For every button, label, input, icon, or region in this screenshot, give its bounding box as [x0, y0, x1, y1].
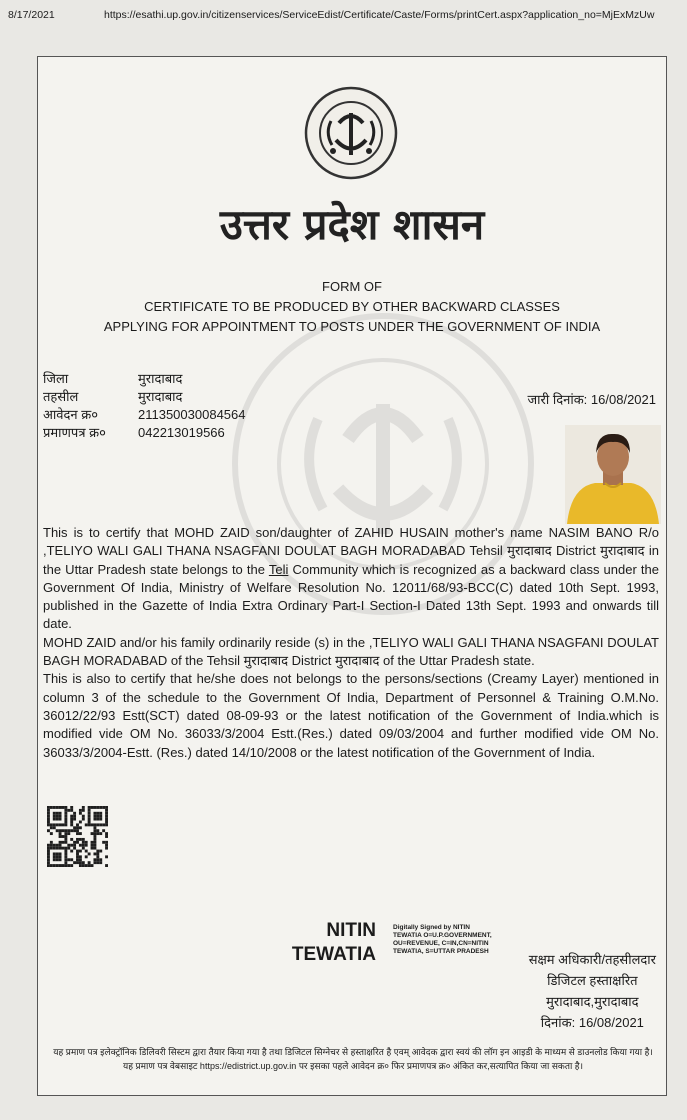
page-url[interactable]: https://esathi.up.gov.in/citizenservices/ServiceEdist/Certificate/Caste/Forms/printCert.aspx?application_no=MjExMzUw [104, 9, 655, 21]
qr-module [85, 844, 88, 847]
qr-module [64, 809, 67, 812]
qr-module [79, 826, 82, 829]
qr-module [53, 806, 56, 809]
qr-module [56, 858, 59, 861]
qr-module [73, 841, 76, 844]
form-heading [38, 277, 666, 337]
qr-module [67, 864, 70, 867]
field-row-district [43, 370, 246, 388]
qr-module [47, 809, 50, 812]
qr-module [93, 832, 96, 835]
qr-module [96, 852, 99, 855]
qr-module [91, 864, 94, 867]
qr-module [56, 855, 59, 858]
qr-module [47, 815, 50, 818]
qr-module [85, 823, 88, 826]
digital-sign-details: Digitally Signed by NITIN TEWATIA O=U.P.GOVERNMENT, OU=REVENUE, C=IN,CN=NITIN TEWATIA, S=UTTAR PRADESH [393, 924, 492, 955]
qr-module [93, 835, 96, 838]
qr-module [59, 847, 62, 850]
qr-module [64, 818, 67, 821]
qr-module [82, 841, 85, 844]
qr-module [96, 850, 99, 853]
qr-module [99, 850, 102, 853]
qr-module [64, 806, 67, 809]
qr-module [50, 806, 53, 809]
qr-module [59, 852, 62, 855]
qr-module [105, 844, 108, 847]
qr-module [73, 818, 76, 821]
body-p1-start: This is to certify that MOHD ZAID son/daughter of ZAHID HUSAIN mother's name NASIM BANO R/o ,TELIYO WALI GALI THANA NSAGFANI DOULAT BAGH MORADABAD Tehsil मुरादाबाद District मुरादाबाद in the Uttar Pradesh state belongs to the [43, 525, 659, 577]
qr-module [47, 806, 50, 809]
qr-module [70, 823, 73, 826]
qr-module [50, 832, 53, 835]
qr-module [88, 806, 91, 809]
qr-module [102, 806, 105, 809]
qr-module [79, 812, 82, 815]
qr-module [59, 835, 62, 838]
qr-module [47, 818, 50, 821]
qr-module [59, 829, 62, 832]
qr-module [105, 823, 108, 826]
qr-module [105, 818, 108, 821]
qr-module [76, 855, 79, 858]
qr-module [50, 844, 53, 847]
qr-module [70, 815, 73, 818]
qr-module [56, 812, 59, 815]
qr-module [47, 861, 50, 864]
qr-module [47, 821, 50, 824]
qr-module [93, 841, 96, 844]
qr-module [85, 850, 88, 853]
qr-module [73, 812, 76, 815]
field-row-tehsil [43, 388, 246, 406]
officer-block [529, 949, 656, 1033]
qr-module [59, 844, 62, 847]
qr-module [70, 850, 73, 853]
qr-module [70, 829, 73, 832]
field-value: 042213019566 [138, 425, 225, 440]
qr-module [70, 858, 73, 861]
qr-module [93, 838, 96, 841]
officer-date: दिनांक: 16/08/2021 [540, 1015, 644, 1030]
qr-module [96, 818, 99, 821]
qr-module [79, 861, 82, 864]
qr-module [56, 852, 59, 855]
qr-module [64, 815, 67, 818]
qr-module [73, 861, 76, 864]
qr-module [64, 829, 67, 832]
qr-module [99, 815, 102, 818]
qr-module [64, 835, 67, 838]
officer-title: सक्षम अधिकारी/तहसीलदार [528, 952, 656, 967]
qr-module [79, 809, 82, 812]
qr-module [82, 847, 85, 850]
qr-module [62, 823, 65, 826]
issue-date [528, 390, 656, 408]
field-value: मुरादाबाद [138, 389, 183, 404]
qr-module [96, 806, 99, 809]
qr-module [85, 864, 88, 867]
qr-module [59, 858, 62, 861]
qr-module [59, 823, 62, 826]
qr-module [105, 809, 108, 812]
qr-module [59, 864, 62, 867]
qr-module [93, 844, 96, 847]
qr-module [47, 844, 50, 847]
qr-module [64, 864, 67, 867]
qr-module [93, 861, 96, 864]
qr-module [62, 841, 65, 844]
qr-module [105, 832, 108, 835]
qr-module [93, 815, 96, 818]
qr-module [47, 858, 50, 861]
qr-module [91, 847, 94, 850]
qr-module [96, 815, 99, 818]
qr-module [73, 815, 76, 818]
qr-module [88, 818, 91, 821]
qr-code-icon [47, 806, 108, 867]
qr-module [79, 855, 82, 858]
qr-module [93, 812, 96, 815]
qr-module [64, 832, 67, 835]
qr-module [79, 850, 82, 853]
qr-module [105, 806, 108, 809]
qr-module [88, 864, 91, 867]
field-label: जिला [43, 371, 69, 386]
up-emblem-icon [303, 85, 399, 181]
qr-module [64, 812, 67, 815]
qr-module [73, 826, 76, 829]
qr-module [99, 861, 102, 864]
qr-module [96, 858, 99, 861]
qr-module [47, 847, 50, 850]
body-paragraph-1 [43, 524, 659, 634]
form-heading-line-3: APPLYING FOR APPOINTMENT TO POSTS UNDER THE GOVERNMENT OF INDIA [103, 319, 601, 334]
qr-module [73, 844, 76, 847]
qr-module [88, 861, 91, 864]
qr-module [56, 823, 59, 826]
qr-module [47, 850, 50, 853]
qr-module [64, 847, 67, 850]
qr-module [105, 855, 108, 858]
qr-module [56, 847, 59, 850]
officer-place: मुरादाबाद,मुरादाबाद [546, 994, 639, 1009]
signer-name-line-2: TEWATIA [291, 944, 376, 965]
qr-module [102, 829, 105, 832]
footer-note: यह प्रमाण पत्र इलेक्ट्रॉनिक डिलिवरी सिस्टम द्वारा तैयार किया गया है तथा डिजिटल सिग्नेचर से हस्ताक्षरित है एवम् आवेदक द्वारा स्वयं की लॉग इन आइडी के माध्यम से डाउनलोड किया गया है। यह प्रमाण पत्र वेबसाइट https://edistrict.up.gov.in पर इसका पहले आवेदन क्र० फिर प्रमाणपत्र क्र० अंकित कर,सत्यापित किया जा सकता है। [53, 1047, 653, 1071]
field-row-application-no [43, 406, 246, 424]
qr-module [67, 829, 70, 832]
qr-module [82, 809, 85, 812]
qr-module [91, 823, 94, 826]
field-row-certificate-no [43, 424, 246, 442]
qr-module [70, 838, 73, 841]
qr-module [102, 841, 105, 844]
qr-module [85, 841, 88, 844]
qr-module [62, 829, 65, 832]
qr-module [105, 815, 108, 818]
qr-module [96, 832, 99, 835]
qr-module [99, 806, 102, 809]
qr-module [70, 844, 73, 847]
qr-module [47, 823, 50, 826]
qr-module [67, 847, 70, 850]
qr-module [53, 852, 56, 855]
qr-module [64, 823, 67, 826]
qr-module [82, 818, 85, 821]
qr-module [59, 832, 62, 835]
form-heading-line-1: FORM OF [322, 279, 382, 294]
qr-module [73, 829, 76, 832]
qr-module [88, 809, 91, 812]
qr-module [76, 838, 79, 841]
qr-module [64, 821, 67, 824]
qr-module [70, 809, 73, 812]
qr-module [53, 855, 56, 858]
qr-module [91, 832, 94, 835]
qr-module [56, 818, 59, 821]
qr-module [64, 858, 67, 861]
qr-module [79, 838, 82, 841]
qr-module [47, 812, 50, 815]
qr-module [76, 852, 79, 855]
qr-module [99, 818, 102, 821]
qr-module [64, 838, 67, 841]
applicant-photo-image [565, 425, 661, 524]
qr-module [50, 823, 53, 826]
qr-module [91, 806, 94, 809]
community-name: Teli [268, 561, 289, 577]
qr-module [56, 806, 59, 809]
qr-module [96, 812, 99, 815]
qr-module [105, 847, 108, 850]
qr-module [50, 847, 53, 850]
body-p1-end: Community which is recognized as a backward class under the Government Of India, Ministry of Welfare Resolution No. 12011/68/93-BCC(C) dated 10th Sept. 1993, published in the Gazette of India Extra Ordinary Part-I Section-I Dated 13th Sept. 1993 and onwards till date. [43, 561, 659, 632]
field-label: प्रमाणपत्र क्र० [43, 425, 106, 440]
qr-module [93, 852, 96, 855]
qr-module [76, 858, 79, 861]
qr-module [79, 832, 82, 835]
qr-module [85, 855, 88, 858]
form-heading-line-2: CERTIFICATE TO BE PRODUCED BY OTHER BACKWARD CLASSES [144, 299, 560, 314]
qr-module [70, 806, 73, 809]
qr-module [64, 852, 67, 855]
qr-module [93, 858, 96, 861]
body-paragraph-3: This is also to certify that he/she does not belongs to the persons/sections (Creamy Layer) mentioned in column 3 of the schedule to the Government Of India, Department of Personnel & Training O.M.No. 36012/22/93 Estt(SCT) dated 08-09-93 or the latest notification of the Government of India.which is modified vide OM No. 36033/3/2004 Estt.(Res.) dated 09/03/2004 and further modified vide OM No. 36033/3/2004-Estt. (Res.) dated 14/10/2008 or the latest notification of the Government of India. [43, 671, 659, 760]
qr-module [50, 841, 53, 844]
qr-module [76, 826, 79, 829]
qr-module [96, 861, 99, 864]
qr-module [53, 844, 56, 847]
qr-module [82, 864, 85, 867]
qr-module [47, 855, 50, 858]
qr-module [53, 812, 56, 815]
applicant-photo [565, 425, 661, 524]
certificate-page [37, 56, 667, 1096]
qr-module [76, 841, 79, 844]
qr-module [82, 844, 85, 847]
qr-module [82, 861, 85, 864]
qr-module [96, 823, 99, 826]
qr-module [105, 812, 108, 815]
qr-module [93, 806, 96, 809]
qr-module [93, 829, 96, 832]
qr-module [99, 823, 102, 826]
qr-module [76, 832, 79, 835]
detail-fields [43, 370, 246, 442]
qr-module [82, 806, 85, 809]
qr-module [53, 847, 56, 850]
qr-module [67, 809, 70, 812]
qr-module [47, 829, 50, 832]
qr-module [53, 815, 56, 818]
qr-module [88, 812, 91, 815]
field-label: आवेदन क्र० [43, 407, 98, 422]
issue-date-value: 16/08/2021 [590, 392, 656, 407]
signer-name-line-1: NITIN [326, 920, 376, 941]
qr-module [93, 847, 96, 850]
qr-module [59, 855, 62, 858]
qr-module [91, 844, 94, 847]
qr-module [67, 844, 70, 847]
digital-signature [288, 919, 492, 999]
qr-module [53, 864, 56, 867]
qr-module [64, 855, 67, 858]
print-header [0, 0, 687, 30]
qr-module [73, 847, 76, 850]
qr-module [64, 861, 67, 864]
qr-module [70, 864, 73, 867]
qr-module [105, 835, 108, 838]
qr-module [88, 852, 91, 855]
qr-module [62, 847, 65, 850]
qr-module [96, 855, 99, 858]
qr-module [93, 826, 96, 829]
qr-module [105, 841, 108, 844]
qr-module [50, 864, 53, 867]
qr-module [53, 826, 56, 829]
qr-module [82, 838, 85, 841]
qr-module [79, 864, 82, 867]
qr-module [88, 823, 91, 826]
qr-module [67, 858, 70, 861]
qr-module [76, 850, 79, 853]
qr-module [102, 823, 105, 826]
body-paragraph-2: MOHD ZAID and/or his family ordinarily reside (s) in the ,TELIYO WALI GALI THANA NSAGFANI DOULAT BAGH MORADABAD of the Tehsil मुरादाबाद District मुरादाबाद of the Uttar Pradesh state. [43, 634, 659, 669]
qr-module [70, 821, 73, 824]
qr-module [88, 815, 91, 818]
qr-module [62, 806, 65, 809]
field-label: तहसील [43, 389, 79, 404]
signer-name [292, 919, 376, 967]
qr-module [53, 823, 56, 826]
qr-module [47, 852, 50, 855]
qr-module [56, 829, 59, 832]
qr-module [47, 864, 50, 867]
qr-module [79, 844, 82, 847]
qr-module [62, 835, 65, 838]
qr-module [64, 850, 67, 853]
qr-module [93, 818, 96, 821]
qr-module [59, 815, 62, 818]
qr-module [96, 829, 99, 832]
qr-module [105, 821, 108, 824]
qr-module [99, 832, 102, 835]
qr-module [70, 818, 73, 821]
qr-module [67, 832, 70, 835]
qr-module [76, 861, 79, 864]
qr-module [59, 841, 62, 844]
qr-module [99, 812, 102, 815]
qr-module [105, 864, 108, 867]
qr-module [76, 823, 79, 826]
qr-module [53, 858, 56, 861]
officer-sign-type: डिजिटल हस्ताक्षरित [547, 973, 638, 988]
qr-module [88, 821, 91, 824]
govt-title: उत्तर प्रदेश शासन [219, 200, 485, 249]
qr-module [64, 841, 67, 844]
field-value: मुरादाबाद [138, 371, 183, 386]
qr-module [56, 864, 59, 867]
print-date: 8/17/2021 [8, 9, 55, 21]
qr-module [99, 858, 102, 861]
qr-module [59, 806, 62, 809]
qr-module [56, 844, 59, 847]
qr-module [91, 841, 94, 844]
field-value: 211350030084564 [138, 407, 246, 422]
qr-module [79, 821, 82, 824]
certificate-body [43, 524, 659, 762]
qr-module [50, 826, 53, 829]
qr-module [59, 818, 62, 821]
qr-module [59, 812, 62, 815]
qr-module [62, 864, 65, 867]
qr-module [76, 829, 79, 832]
qr-module [53, 818, 56, 821]
qr-module [56, 815, 59, 818]
issue-date-label: जारी दिनांक: [527, 392, 588, 407]
qr-module [82, 815, 85, 818]
qr-module [93, 823, 96, 826]
qr-module [79, 858, 82, 861]
